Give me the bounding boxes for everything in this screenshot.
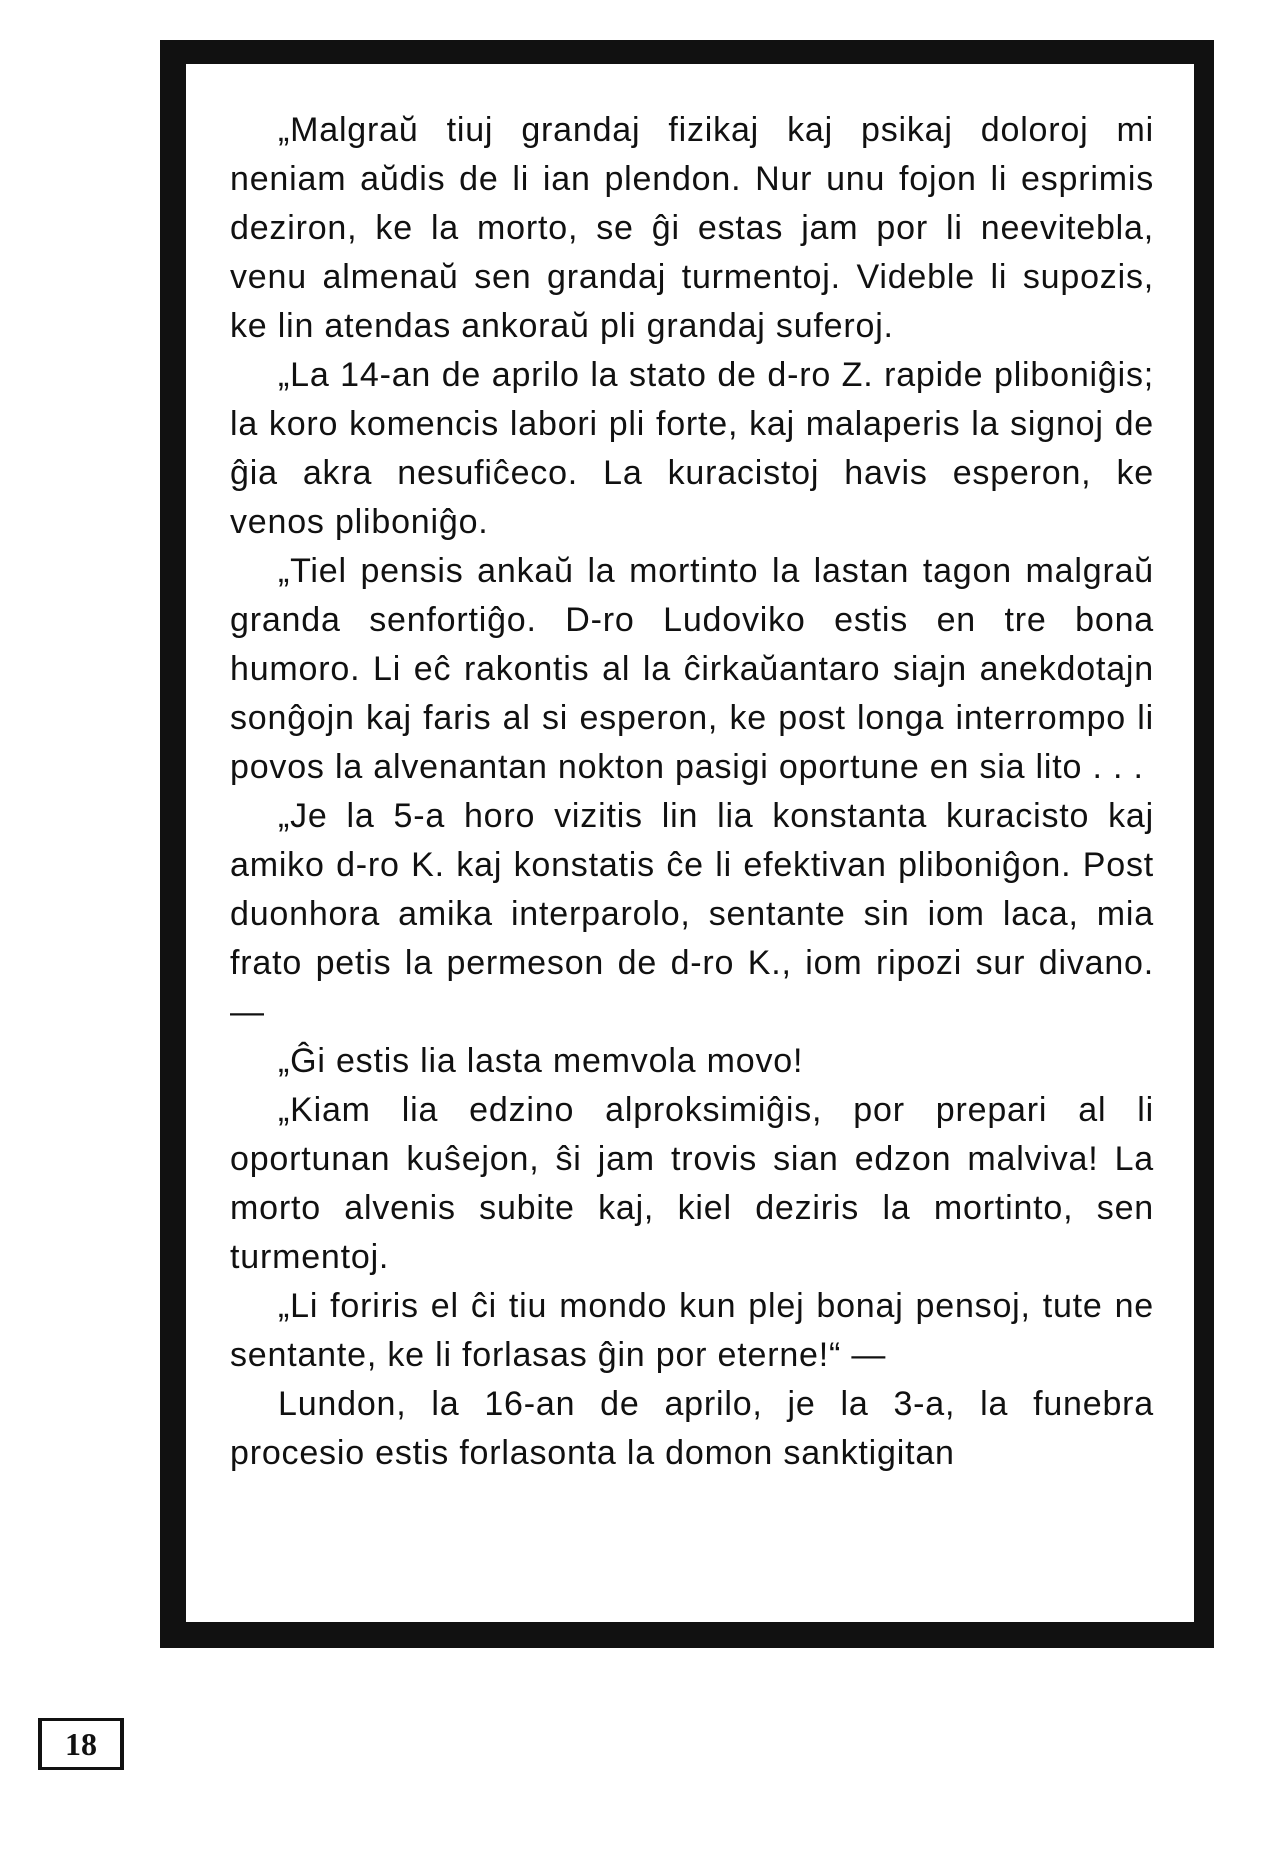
text-body (230, 106, 1154, 1478)
page-number: 18 (38, 1718, 124, 1770)
paragraph-3: „Tiel pensis ankaŭ la mortinto la lastan tagon malgraŭ granda senfortiĝo. D-ro Ludoviko estis en tre bona humoro. Li eĉ rakontis al la ĉirkaŭantaro siajn anekdotajn sonĝojn kaj faris al si esperon, ke post longa interrompo li povos la alvenantan nokton pasigi oportune en sia lito . . . (230, 552, 1154, 786)
paragraph-2: „La 14-an de aprilo la stato de d-ro Z. rapide pliboniĝis; la koro komencis labori pli forte, kaj malaperis la signoj de ĝia akra nesufiĉeco. La kuracistoj havis esperon, ke venos pliboniĝo. (230, 356, 1154, 541)
mourning-border-frame (160, 40, 1214, 1648)
paragraph-6: „Kiam lia edzino alproksimiĝis, por prepari al li oportunan kuŝejon, ŝi jam trovis sian edzon malviva! La morto alvenis subite kaj, kiel deziris la mortinto, sen turmentoj. (230, 1091, 1154, 1276)
paragraph-8: Lundon, la 16-an de aprilo, je la 3-a, la funebra procesio estis forlasonta la domon sanktigitan (230, 1385, 1154, 1472)
paragraph-4: „Je la 5-a horo vizitis lin lia konstanta kuracisto kaj amiko d-ro K. kaj konstatis ĉe li efektivan pliboniĝon. Post duonhora amika interparolo, sentante sin iom laca, mia frato petis la permeson de d-ro K., iom ripozi sur divano. — (230, 797, 1154, 1031)
paragraph-5: „Ĝi estis lia lasta memvola movo! (278, 1042, 804, 1080)
paragraph-7: „Li foriris el ĉi tiu mondo kun plej bonaj pensoj, tute ne sentante, ke li forlasas ĝin por eterne!“ — (230, 1287, 1154, 1374)
paragraph-1: „Malgraŭ tiuj grandaj fizikaj kaj psikaj doloroj mi neniam aŭdis de li ian plendon. Nur unu fojon li esprimis deziron, ke la morto, se ĝi estas jam por li neevitebla, venu almenaŭ sen grandaj turmentoj. Videble li supozis, ke lin atendas ankoraŭ pli grandaj suferoj. (230, 111, 1154, 345)
